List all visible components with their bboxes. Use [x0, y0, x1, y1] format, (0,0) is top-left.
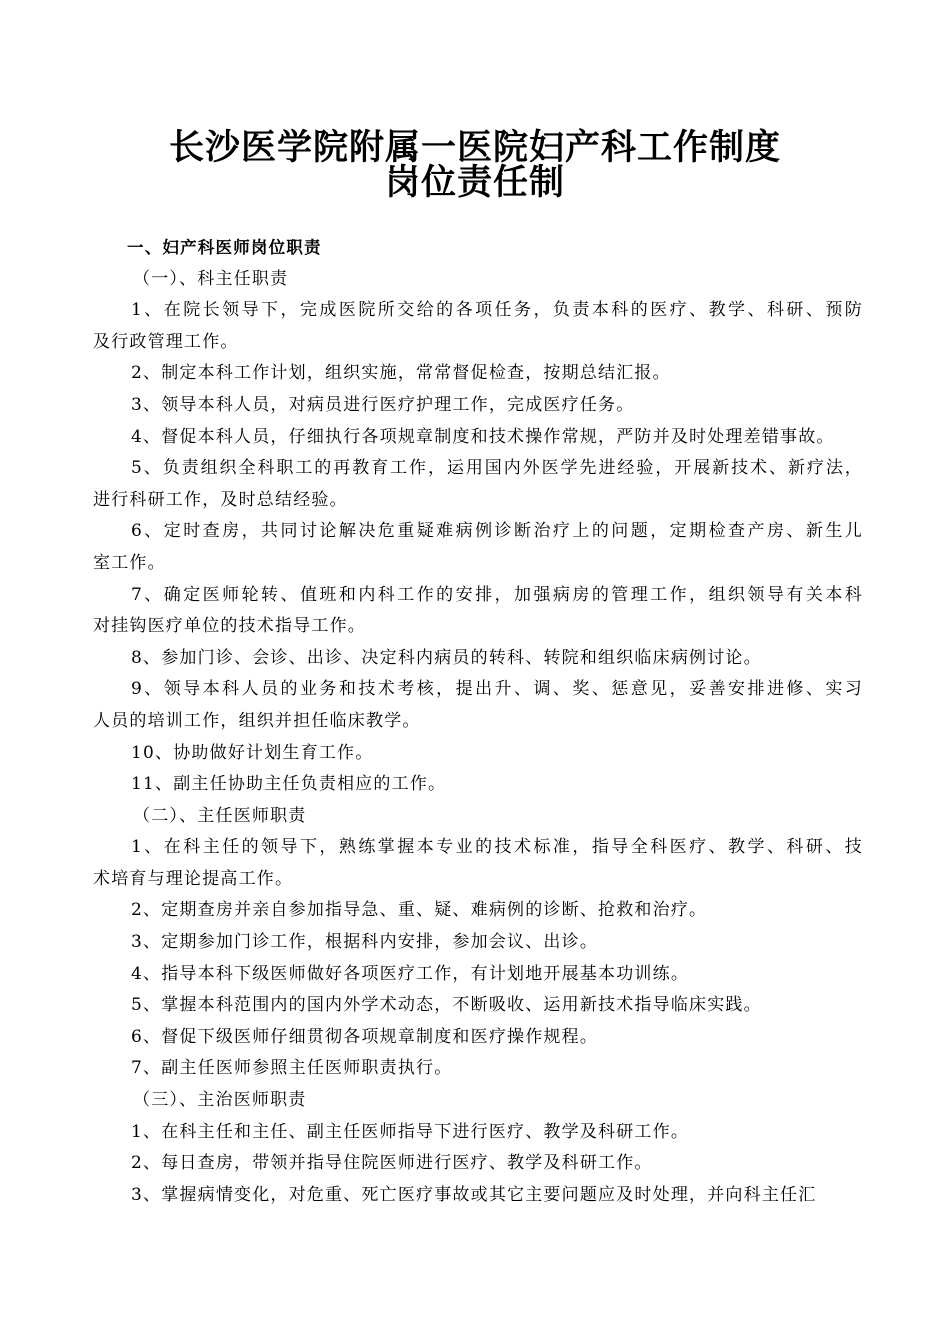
duty-item	[93, 453, 863, 516]
duty-item	[93, 990, 863, 1022]
duty-item	[93, 1022, 863, 1054]
duty-item-continuation: 进行科研工作，及时总结经验。	[93, 489, 348, 510]
duty-item	[93, 959, 863, 991]
duty-item-text: 8、参加门诊、会诊、出诊、决定科内病员的转科、转院和组织临床病例讨论。	[131, 647, 762, 668]
duty-item-text: 3、领导本科人员，对病员进行医疗护理工作，完成医疗任务。	[131, 394, 635, 415]
duty-item	[93, 832, 863, 895]
section-heading: 一、妇产科医师岗位职责	[127, 238, 322, 257]
duty-item	[93, 1148, 863, 1180]
document-body	[93, 232, 863, 1211]
document-title: 长沙医学院附属一医院妇产科工作制度	[168, 128, 781, 168]
document-subtitle: 岗位责任制	[384, 163, 565, 203]
duty-item	[93, 1117, 863, 1149]
director-duties-list	[93, 295, 863, 801]
duty-item-text: 5、掌握本科范围内的国内外学术动态，不断吸收、运用新技术指导临床实践。	[131, 995, 762, 1016]
duty-item-continuation: 对挂钩医疗单位的技术指导工作。	[93, 616, 366, 637]
duty-item-text: 6、定时查房，共同讨论解决危重疑难病例诊断治疗上的问题，定期检查产房、新生儿	[131, 521, 863, 542]
chief-physician-duties-list	[93, 832, 863, 1085]
duty-item-text: 1、在院长领导下，完成医院所交给的各项任务，负责本科的医疗、教学、科研、预防	[131, 300, 863, 321]
duty-item	[93, 390, 863, 422]
duty-item-text: 3、掌握病情变化，对危重、死亡医疗事故或其它主要问题应及时处理，并向科主任汇	[131, 1184, 817, 1205]
duty-item	[93, 358, 863, 390]
duty-item	[93, 643, 863, 675]
duty-item	[93, 580, 863, 643]
duty-item	[93, 422, 863, 454]
duty-item-text: 5、负责组织全科职工的再教育工作，运用国内外医学先进经验，开展新技术、新疗法，	[131, 458, 863, 479]
duty-item-continuation: 术培育与理论提高工作。	[93, 868, 294, 889]
duty-item	[93, 1180, 863, 1212]
duty-item-text: 1、在科主任和主任、副主任医师指导下进行医疗、教学及科研工作。	[131, 1121, 690, 1142]
duty-item	[93, 674, 863, 737]
duty-item-text: 4、督促本科人员，仔细执行各项规章制度和技术操作常规，严防并及时处理差错事故。	[131, 426, 835, 447]
duty-item	[93, 738, 863, 770]
duty-item-text: 7、副主任医师参照主任医师职责执行。	[131, 1058, 453, 1079]
duty-item-text: 2、每日查房，带领并指导住院医师进行医疗、教学及科研工作。	[131, 1153, 653, 1174]
duty-item-text: 2、制定本科工作计划，组织实施，常常督促检查，按期总结汇报。	[131, 363, 671, 384]
duty-item-text: 9、领导本科人员的业务和技术考核，提出升、调、奖、惩意见，妥善安排进修、实习	[131, 679, 863, 700]
duty-item-continuation: 室工作。	[93, 552, 166, 573]
subsection-heading-director: （一）、科主任职责	[133, 268, 289, 289]
duty-item-text: 3、定期参加门诊工作，根据科内安排，参加会议、出诊。	[131, 932, 599, 953]
duty-item	[93, 295, 863, 358]
duty-item-text: 6、督促下级医师仔细贯彻各项规章制度和医疗操作规程。	[131, 1026, 599, 1047]
subsection-heading-chief-physician: （二）、主任医师职责	[133, 805, 307, 826]
duty-item-continuation: 人员的培训工作，组织并担任临床教学。	[93, 710, 421, 731]
duty-item	[93, 895, 863, 927]
duty-item	[93, 516, 863, 579]
duty-item-text: 7、确定医师轮转、值班和内科工作的安排，加强病房的管理工作，组织领导有关本科	[131, 584, 863, 605]
duty-item-text: 2、定期查房并亲自参加指导急、重、疑、难病例的诊断、抢救和治疗。	[131, 900, 708, 921]
duty-item	[93, 769, 863, 801]
duty-item	[93, 1053, 863, 1085]
duty-item-continuation: 及行政管理工作。	[93, 331, 239, 352]
duty-item-text: 4、指导本科下级医师做好各项医疗工作，有计划地开展基本功训练。	[131, 963, 690, 984]
duty-item-text: 10、协助做好计划生育工作。	[131, 742, 374, 763]
duty-item	[93, 927, 863, 959]
attending-physician-duties-list	[93, 1117, 863, 1212]
duty-item-text: 1、在科主任的领导下，熟练掌握本专业的技术标准，指导全科医疗、教学、科研、技	[131, 837, 863, 858]
duty-item-text: 11、副主任协助主任负责相应的工作。	[131, 774, 447, 795]
subsection-heading-attending-physician: （三）、主治医师职责	[133, 1090, 307, 1111]
